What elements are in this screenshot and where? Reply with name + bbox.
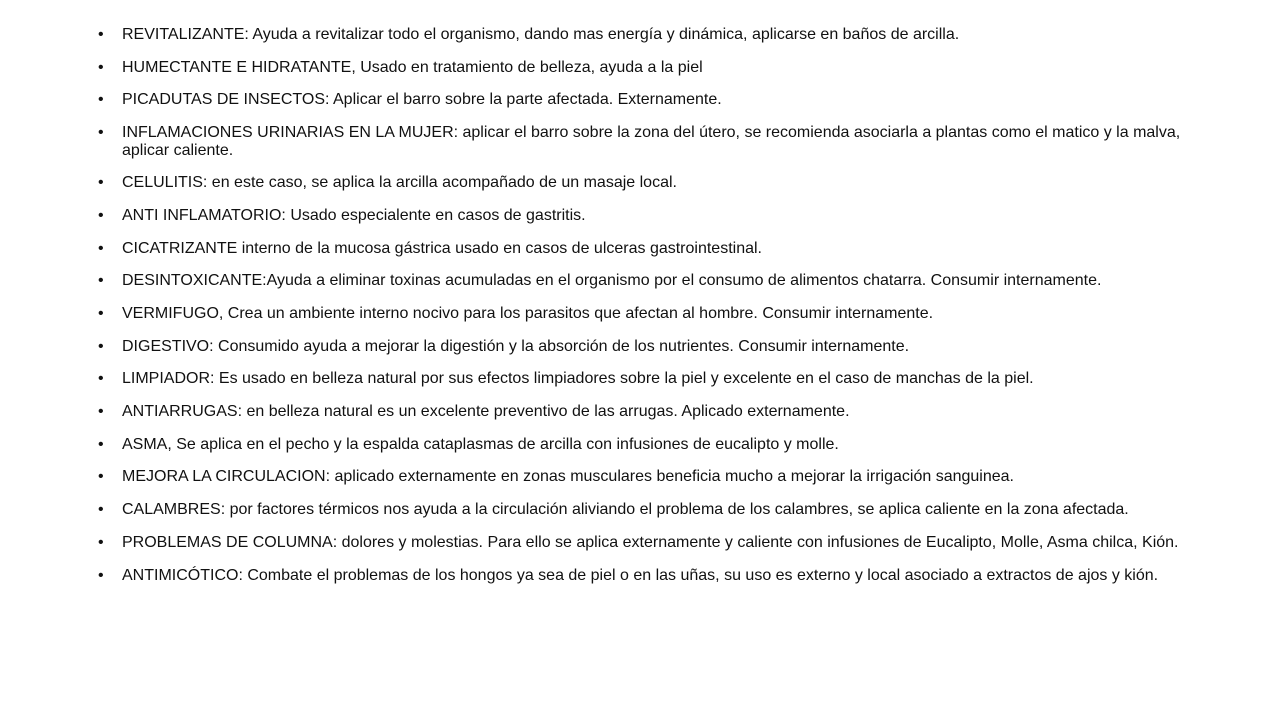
bullet-item: • LIMPIADOR: Es usado en belleza natural por sus efectos limpiadores sobre la piel y excelente en el caso de manchas de la piel.	[98, 370, 1220, 388]
bullet-item: • PICADUTAS DE INSECTOS: Aplicar el barro sobre la parte afectada. Externamente.	[98, 91, 1220, 109]
bullet-item: • ASMA, Se aplica en el pecho y la espalda cataplasmas de arcilla con infusiones de eucalipto y molle.	[98, 436, 1220, 454]
bullet-item: • ANTI INFLAMATORIO: Usado especialente en casos de gastritis.	[98, 207, 1220, 225]
bullet-item: • CICATRIZANTE interno de la mucosa gástrica usado en casos de ulceras gastrointestinal.	[98, 240, 1220, 258]
bullet-item: • REVITALIZANTE: Ayuda a revitalizar todo el organismo, dando mas energía y dinámica, aplicarse en baños de arcilla.	[98, 26, 1220, 44]
bullet-item: • VERMIFUGO, Crea un ambiente interno nocivo para los parasitos que afectan al hombre. Consumir internamente.	[98, 305, 1220, 323]
bullet-item: • PROBLEMAS DE COLUMNA: dolores y molestias. Para ello se aplica externamente y caliente con infusiones de Eucalipto, Molle, Asma chilca, Kión.	[98, 534, 1220, 552]
bullet-item: • DIGESTIVO: Consumido ayuda a mejorar la digestión y la absorción de los nutrientes. Consumir internamente.	[98, 338, 1220, 356]
bullet-list	[98, 26, 1220, 599]
bullet-item: • DESINTOXICANTE:Ayuda a eliminar toxinas acumuladas en el organismo por el consumo de alimentos chatarra. Consumir internamente.	[98, 272, 1220, 290]
bullet-item: • INFLAMACIONES URINARIAS EN LA MUJER: aplicar el barro sobre la zona del útero, se recomienda asociarla a plantas como el matico y la malva, aplicar caliente.	[98, 124, 1220, 159]
bullet-item: • CELULITIS: en este caso, se aplica la arcilla acompañado de un masaje local.	[98, 174, 1220, 192]
bullet-item: • ANTIMICÓTICO: Combate el problemas de los hongos ya sea de piel o en las uñas, su uso es externo y local asociado a extractos de ajos y kión.	[98, 567, 1220, 585]
bullet-item: • HUMECTANTE E HIDRATANTE, Usado en tratamiento de belleza, ayuda a la piel	[98, 59, 1220, 77]
bullet-item: • MEJORA LA CIRCULACION: aplicado externamente en zonas musculares beneficia mucho a mejorar la irrigación sanguinea.	[98, 468, 1220, 486]
bullet-item: • CALAMBRES: por factores térmicos nos ayuda a la circulación aliviando el problema de los calambres, se aplica caliente en la zona afectada.	[98, 501, 1220, 519]
bullet-item: • ANTIARRUGAS: en belleza natural es un excelente preventivo de las arrugas. Aplicado externamente.	[98, 403, 1220, 421]
